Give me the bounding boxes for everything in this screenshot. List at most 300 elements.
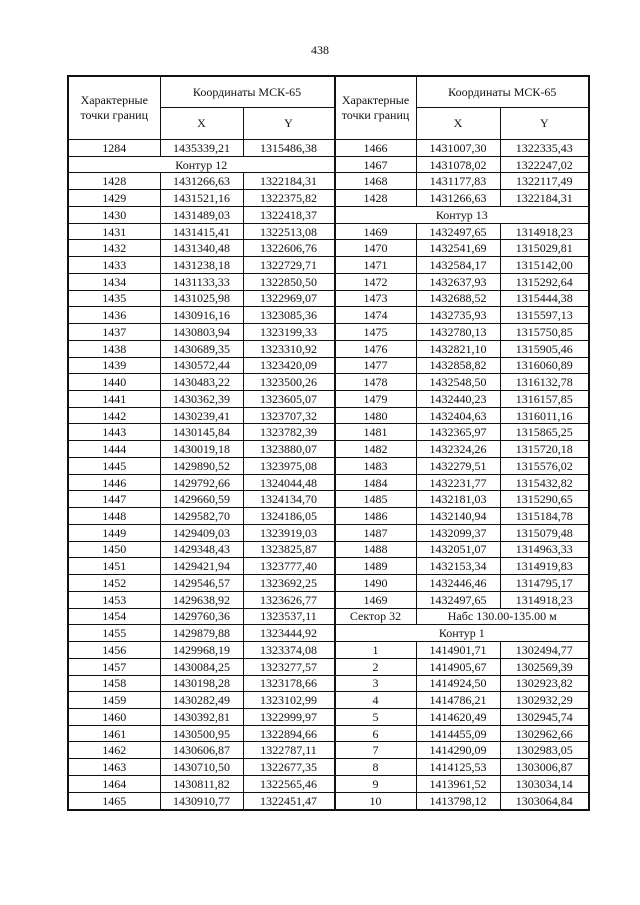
table-row: [68, 742, 334, 759]
table-row: [335, 692, 589, 709]
contour-label: Контур 1: [335, 625, 589, 642]
table-row: [68, 190, 334, 207]
point-cell: 1444: [68, 441, 160, 458]
x-cell: 1432497,65: [416, 591, 500, 608]
table-row: [68, 775, 334, 792]
x-cell: 1430239,41: [160, 407, 243, 424]
x-cell: 1432637,93: [416, 273, 500, 290]
point-cell: 1463: [68, 759, 160, 776]
y-cell: 1323692,25: [243, 575, 334, 592]
table-row: [68, 524, 334, 541]
point-cell: 1462: [68, 742, 160, 759]
table-row: [68, 206, 334, 223]
x-cell: 1430483,22: [160, 374, 243, 391]
point-cell: 4: [335, 692, 416, 709]
table-row: [68, 324, 334, 341]
x-cell: 1430084,25: [160, 658, 243, 675]
y-cell: 1322999,97: [243, 708, 334, 725]
point-cell: 1485: [335, 491, 416, 508]
point-cell: 1428: [68, 173, 160, 190]
y-cell: 1323782,39: [243, 424, 334, 441]
point-cell: 1: [335, 642, 416, 659]
y-cell: 1322850,50: [243, 273, 334, 290]
point-cell: 1454: [68, 608, 160, 625]
x-cell: 1432688,52: [416, 290, 500, 307]
table-row: [335, 307, 589, 324]
point-cell: 1455: [68, 625, 160, 642]
y-cell: 1323605,07: [243, 391, 334, 408]
x-cell: 1432279,51: [416, 457, 500, 474]
table-row: [335, 524, 589, 541]
y-cell: 1323444,92: [243, 625, 334, 642]
y-cell: 1323825,87: [243, 541, 334, 558]
point-cell: 1445: [68, 457, 160, 474]
point-cell: 1471: [335, 257, 416, 274]
point-cell: 1470: [335, 240, 416, 257]
x-cell: 1430572,44: [160, 357, 243, 374]
x-cell: 1432051,07: [416, 541, 500, 558]
table-row: [68, 173, 334, 190]
y-cell: 1315432,82: [500, 474, 589, 491]
x-cell: 1432099,37: [416, 524, 500, 541]
y-cell: 1323085,36: [243, 307, 334, 324]
table-row: [335, 591, 589, 608]
table-row: [335, 357, 589, 374]
table-row: [68, 759, 334, 776]
y-cell: 1323102,99: [243, 692, 334, 709]
point-cell: 1478: [335, 374, 416, 391]
point-cell: 1476: [335, 340, 416, 357]
x-cell: 1413961,52: [416, 775, 500, 792]
y-cell: 1315184,78: [500, 508, 589, 525]
x-cell: 1432858,82: [416, 357, 500, 374]
point-cell: 1453: [68, 591, 160, 608]
x-cell: 1429409,03: [160, 524, 243, 541]
point-cell: 1442: [68, 407, 160, 424]
y-cell: 1322677,35: [243, 759, 334, 776]
x-cell: 1432231,77: [416, 474, 500, 491]
point-cell: 1443: [68, 424, 160, 441]
point-cell: 1487: [335, 524, 416, 541]
header-points: Характерные точки границ: [335, 76, 416, 140]
point-cell: 1428: [335, 190, 416, 207]
x-cell: 1430145,84: [160, 424, 243, 441]
y-cell: 1322513,08: [243, 223, 334, 240]
x-cell: 1431177,83: [416, 173, 500, 190]
y-cell: 1315444,38: [500, 290, 589, 307]
point-cell: 1457: [68, 658, 160, 675]
table-row: [335, 441, 589, 458]
table-row: [335, 792, 589, 810]
y-cell: 1302932,29: [500, 692, 589, 709]
table-row: [68, 625, 334, 642]
point-cell: 1484: [335, 474, 416, 491]
contour-label: Контур 13: [335, 206, 589, 223]
y-cell: 1323777,40: [243, 558, 334, 575]
table-row: [68, 374, 334, 391]
x-cell: 1431238,18: [160, 257, 243, 274]
x-cell: 1414901,71: [416, 642, 500, 659]
point-cell: 1436: [68, 307, 160, 324]
table-row: [68, 591, 334, 608]
table-row: [335, 457, 589, 474]
table-row: [335, 759, 589, 776]
table-row: [68, 223, 334, 240]
y-cell: 1323178,66: [243, 675, 334, 692]
y-cell: 1314919,83: [500, 558, 589, 575]
table-row: [68, 608, 334, 625]
table-row: [68, 474, 334, 491]
y-cell: 1314795,17: [500, 575, 589, 592]
x-cell: 1432548,50: [416, 374, 500, 391]
y-cell: 1302983,05: [500, 742, 589, 759]
point-cell: 1490: [335, 575, 416, 592]
point-cell: 1475: [335, 324, 416, 341]
y-cell: 1316060,89: [500, 357, 589, 374]
table-row: [335, 156, 589, 173]
point-cell: 1437: [68, 324, 160, 341]
header-coord-system: Координаты МСК-65: [416, 76, 589, 108]
table-row: [68, 725, 334, 742]
y-cell: 1322418,37: [243, 206, 334, 223]
x-cell: 1429582,70: [160, 508, 243, 525]
table-row: [68, 575, 334, 592]
x-cell: 1429879,88: [160, 625, 243, 642]
table-row: [68, 508, 334, 525]
y-cell: 1315750,85: [500, 324, 589, 341]
x-cell: 1432365,97: [416, 424, 500, 441]
point-cell: 1474: [335, 307, 416, 324]
table-row: [68, 708, 334, 725]
coordinates-tables: [67, 75, 587, 811]
y-cell: 1302945,74: [500, 708, 589, 725]
point-cell: 1479: [335, 391, 416, 408]
point-cell: 1466: [335, 140, 416, 157]
point-cell: 1438: [68, 340, 160, 357]
y-cell: 1315486,38: [243, 140, 334, 157]
x-cell: 1429660,59: [160, 491, 243, 508]
height-range-cell: Набс 130.00-135.00 м: [416, 608, 589, 625]
x-cell: 1414455,09: [416, 725, 500, 742]
table-row: [335, 742, 589, 759]
y-cell: 1315142,00: [500, 257, 589, 274]
point-cell: 2: [335, 658, 416, 675]
x-cell: 1431025,98: [160, 290, 243, 307]
x-cell: 1429968,19: [160, 642, 243, 659]
table-row: [68, 457, 334, 474]
table-row: [335, 608, 589, 625]
y-cell: 1302494,77: [500, 642, 589, 659]
x-cell: 1432497,65: [416, 223, 500, 240]
x-cell: 1431007,30: [416, 140, 500, 157]
y-cell: 1322969,07: [243, 290, 334, 307]
x-cell: 1430500,95: [160, 725, 243, 742]
point-cell: 1446: [68, 474, 160, 491]
y-cell: 1303064,84: [500, 792, 589, 810]
x-cell: 1414125,53: [416, 759, 500, 776]
table-row: [68, 491, 334, 508]
y-cell: 1303006,87: [500, 759, 589, 776]
y-cell: 1322451,47: [243, 792, 334, 810]
y-cell: 1315292,64: [500, 273, 589, 290]
y-cell: 1315720,18: [500, 441, 589, 458]
point-cell: 1434: [68, 273, 160, 290]
x-cell: 1431133,33: [160, 273, 243, 290]
point-cell: 1468: [335, 173, 416, 190]
table-row: [335, 374, 589, 391]
x-cell: 1432440,23: [416, 391, 500, 408]
x-cell: 1431415,41: [160, 223, 243, 240]
point-cell: 1447: [68, 491, 160, 508]
y-cell: 1315290,65: [500, 491, 589, 508]
y-cell: 1315079,48: [500, 524, 589, 541]
left-table-body: [68, 140, 334, 811]
x-cell: 1414905,67: [416, 658, 500, 675]
y-cell: 1323420,09: [243, 357, 334, 374]
y-cell: 1324044,48: [243, 474, 334, 491]
point-cell: 1467: [335, 156, 416, 173]
point-cell: 1469: [335, 223, 416, 240]
x-cell: 1431266,63: [416, 190, 500, 207]
x-cell: 1435339,21: [160, 140, 243, 157]
y-cell: 1316157,85: [500, 391, 589, 408]
table-row: [335, 725, 589, 742]
x-cell: 1429348,43: [160, 541, 243, 558]
point-cell: 10: [335, 792, 416, 810]
point-cell: 1482: [335, 441, 416, 458]
y-cell: 1315029,81: [500, 240, 589, 257]
y-cell: 1314918,23: [500, 591, 589, 608]
point-cell: 1480: [335, 407, 416, 424]
x-cell: 1429792,66: [160, 474, 243, 491]
y-cell: 1324134,70: [243, 491, 334, 508]
y-cell: 1323880,07: [243, 441, 334, 458]
x-cell: 1432821,10: [416, 340, 500, 357]
point-cell: 1435: [68, 290, 160, 307]
table-row: [68, 675, 334, 692]
table-row: [335, 675, 589, 692]
x-cell: 1429638,92: [160, 591, 243, 608]
x-cell: 1432735,93: [416, 307, 500, 324]
y-cell: 1322117,49: [500, 173, 589, 190]
x-cell: 1431266,63: [160, 173, 243, 190]
y-cell: 1323707,32: [243, 407, 334, 424]
table-row: [68, 658, 334, 675]
y-cell: 1323626,77: [243, 591, 334, 608]
table-row: [335, 642, 589, 659]
point-cell: 1460: [68, 708, 160, 725]
table-row: [68, 642, 334, 659]
table-row: [335, 290, 589, 307]
contour-row: [335, 625, 589, 642]
x-cell: 1430710,50: [160, 759, 243, 776]
table-row: [335, 140, 589, 157]
table-row: [335, 424, 589, 441]
table-row: [335, 273, 589, 290]
y-cell: 1323199,33: [243, 324, 334, 341]
header-coord-system: Координаты МСК-65: [160, 76, 334, 108]
table-row: [335, 173, 589, 190]
x-cell: 1430803,94: [160, 324, 243, 341]
x-cell: 1430606,87: [160, 742, 243, 759]
table-row: [335, 508, 589, 525]
x-cell: 1432181,03: [416, 491, 500, 508]
point-cell: 1486: [335, 508, 416, 525]
x-cell: 1432584,17: [416, 257, 500, 274]
y-cell: 1316132,78: [500, 374, 589, 391]
right-coordinates-table: [335, 75, 591, 811]
y-cell: 1315905,46: [500, 340, 589, 357]
x-cell: 1429546,57: [160, 575, 243, 592]
x-cell: 1414786,21: [416, 692, 500, 709]
table-row: [68, 792, 334, 810]
header-x: X: [160, 108, 243, 140]
table-row: [68, 692, 334, 709]
table-row: [68, 391, 334, 408]
y-cell: 1322606,76: [243, 240, 334, 257]
point-cell: 1458: [68, 675, 160, 692]
x-cell: 1429760,36: [160, 608, 243, 625]
point-cell: 1488: [335, 541, 416, 558]
point-cell: 1429: [68, 190, 160, 207]
table-row: [335, 708, 589, 725]
point-cell: 1461: [68, 725, 160, 742]
point-cell: 1432: [68, 240, 160, 257]
table-row: [335, 407, 589, 424]
table-row: [335, 223, 589, 240]
y-cell: 1302569,39: [500, 658, 589, 675]
y-cell: 1322184,31: [500, 190, 589, 207]
x-cell: 1431078,02: [416, 156, 500, 173]
point-cell: 1431: [68, 223, 160, 240]
y-cell: 1315865,25: [500, 424, 589, 441]
point-cell: 6: [335, 725, 416, 742]
x-cell: 1429421,94: [160, 558, 243, 575]
y-cell: 1323500,26: [243, 374, 334, 391]
contour-label: Контур 12: [68, 156, 334, 173]
y-cell: 1322729,71: [243, 257, 334, 274]
y-cell: 1314963,33: [500, 541, 589, 558]
y-cell: 1302923,82: [500, 675, 589, 692]
x-cell: 1430019,18: [160, 441, 243, 458]
table-row: [335, 391, 589, 408]
table-row: [335, 340, 589, 357]
x-cell: 1432541,69: [416, 240, 500, 257]
point-cell: 5: [335, 708, 416, 725]
point-cell: 1440: [68, 374, 160, 391]
header-y: Y: [500, 108, 589, 140]
point-cell: 1473: [335, 290, 416, 307]
x-cell: 1430910,77: [160, 792, 243, 810]
table-row: [68, 357, 334, 374]
y-cell: 1323975,08: [243, 457, 334, 474]
x-cell: 1430282,49: [160, 692, 243, 709]
point-cell: 1464: [68, 775, 160, 792]
x-cell: 1432780,13: [416, 324, 500, 341]
y-cell: 1315576,02: [500, 457, 589, 474]
table-row: [68, 441, 334, 458]
table-row: [335, 240, 589, 257]
table-row: [68, 257, 334, 274]
y-cell: 1302962,66: [500, 725, 589, 742]
contour-row: [335, 206, 589, 223]
point-cell: 1441: [68, 391, 160, 408]
y-cell: 1323277,57: [243, 658, 334, 675]
x-cell: 1432324,26: [416, 441, 500, 458]
y-cell: 1323537,11: [243, 608, 334, 625]
y-cell: 1303034,14: [500, 775, 589, 792]
table-row: [335, 257, 589, 274]
x-cell: 1413798,12: [416, 792, 500, 810]
table-row: [335, 324, 589, 341]
table-row: [68, 541, 334, 558]
y-cell: 1322247,02: [500, 156, 589, 173]
point-cell: 8: [335, 759, 416, 776]
table-row: [335, 575, 589, 592]
table-row: [68, 424, 334, 441]
table-row: [335, 491, 589, 508]
right-table-body: [335, 140, 589, 811]
y-cell: 1322787,11: [243, 742, 334, 759]
y-cell: 1324186,05: [243, 508, 334, 525]
x-cell: 1414290,09: [416, 742, 500, 759]
x-cell: 1414924,50: [416, 675, 500, 692]
x-cell: 1414620,49: [416, 708, 500, 725]
x-cell: 1430362,39: [160, 391, 243, 408]
point-cell: 1483: [335, 457, 416, 474]
y-cell: 1316011,16: [500, 407, 589, 424]
table-row: [68, 558, 334, 575]
point-cell: 1489: [335, 558, 416, 575]
x-cell: 1431489,03: [160, 206, 243, 223]
y-cell: 1323310,92: [243, 340, 334, 357]
point-cell: 1481: [335, 424, 416, 441]
y-cell: 1322565,46: [243, 775, 334, 792]
x-cell: 1432446,46: [416, 575, 500, 592]
x-cell: 1431521,16: [160, 190, 243, 207]
table-row: [68, 140, 334, 157]
x-cell: 1432140,94: [416, 508, 500, 525]
table-row: [68, 290, 334, 307]
point-cell: 1451: [68, 558, 160, 575]
y-cell: 1323919,03: [243, 524, 334, 541]
point-cell: 1450: [68, 541, 160, 558]
y-cell: 1322184,31: [243, 173, 334, 190]
y-cell: 1314918,23: [500, 223, 589, 240]
point-cell: 1469: [335, 591, 416, 608]
header-y: Y: [243, 108, 334, 140]
page-number: 438: [311, 43, 329, 57]
point-cell: 1439: [68, 357, 160, 374]
table-row: [335, 775, 589, 792]
point-cell: 1448: [68, 508, 160, 525]
y-cell: 1322375,82: [243, 190, 334, 207]
point-cell: 1430: [68, 206, 160, 223]
x-cell: 1430198,28: [160, 675, 243, 692]
y-cell: 1315597,13: [500, 307, 589, 324]
point-cell: 1465: [68, 792, 160, 810]
point-cell: 7: [335, 742, 416, 759]
point-cell: 1459: [68, 692, 160, 709]
table-row: [335, 558, 589, 575]
x-cell: 1430392,81: [160, 708, 243, 725]
table-row: [335, 541, 589, 558]
left-coordinates-table: [67, 75, 335, 811]
point-cell: 1477: [335, 357, 416, 374]
x-cell: 1432153,34: [416, 558, 500, 575]
point-cell: 1449: [68, 524, 160, 541]
y-cell: 1323374,08: [243, 642, 334, 659]
